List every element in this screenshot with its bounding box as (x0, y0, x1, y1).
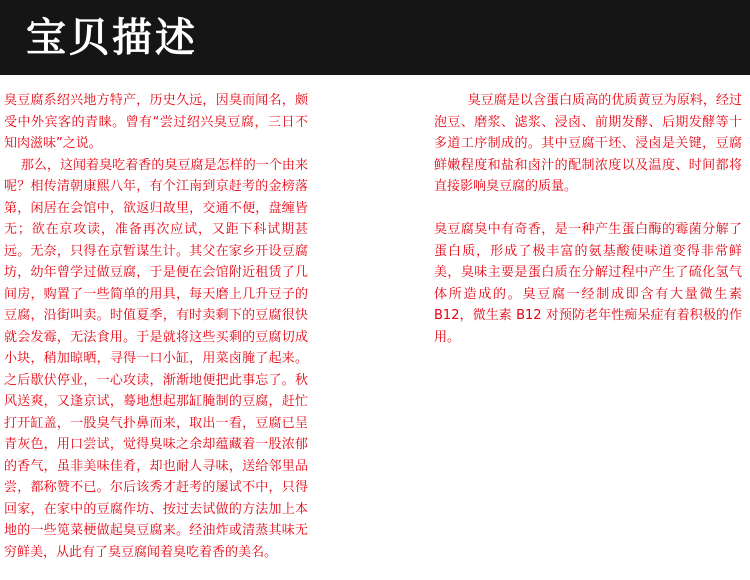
right-column (434, 90, 747, 348)
legend-story-paragraph: 那么，这闻着臭吃着香的臭豆腐是怎样的一个由来呢？相传清朝康熙八年，有个江南到京赶考的金榜落第，闲居在会馆中，欲返归故里，交通不便，盘缠皆无；欲在京攻读，准备再次应试，又距下科试期甚远。无奈，只得在京暂谋生计。其父在家乡开设豆腐坊，幼年曾学过做豆腐，于是便在会馆附近租赁了几间房，购置了一些简单的用具，每天磨上几升豆子的豆腐，沿街叫卖。时值夏季，有时卖剩下的豆腐很快就会发霉，无法食用。于是就将这些买剩的豆腐切成小块，稍加晾晒，寻得一口小缸，用菜卤腌了起来。之后歇伏停业，一心攻读，渐渐地便把此事忘了。秋风送爽，又逢京试，蓦地想起那缸腌制的豆腐，赶忙打开缸盖，一股臭气扑鼻而来，取出一看，豆腐已呈青灰色，用口尝试，觉得臭味之余却蕴藏着一股浓郁的香气，虽非美味佳肴，却也耐人寻味，送给邻里品尝，都称赞不已。尔后该秀才赶考的屡试不中，只得回家，在家中的豆腐作坊、按过去试做的方法加上本地的一些笕菜梗做起臭豆腐来。经油炸或清蒸其味无穷鲜美，从此有了臭豆腐闻着臭吃着香的美名。 (4, 157, 308, 560)
history-intro-paragraph: 臭豆腐系绍兴地方特产，历史久远，因臭而闻名，颇受中外宾客的青睐。曾有“尝过绍兴臭豆腐，三日不知肉滋味”之说。 (4, 93, 308, 151)
left-column (4, 90, 308, 563)
page-title: 宝贝描述 (26, 15, 198, 61)
nutrition-paragraph: 臭豆腐臭中有奇香，是一种产生蛋白酶的霉菌分解了蛋白质，形成了极丰富的氨基酸使味道变得非常鲜美，臭味主要是蛋白质在分解过程中产生了硫化氢气体所造成的。臭豆腐一经制成即含有大量微生素 B12，微生素 B12 对预防老年性痴呆症有着积极的作用。 (434, 222, 747, 345)
production-process-paragraph: 臭豆腐是以含蛋白质高的优质黄豆为原料，经过泡豆、磨浆、滤浆、浸卤、前期发酵、后期发酵等十多道工序制成的。其中豆腐干坯、浸卤是关键，豆腐鲜嫩程度和盐和卤汁的配制浓度以及温度、时间都将直接影响臭豆腐的质量。 (434, 93, 742, 194)
paragraph-spacer (434, 198, 742, 220)
header-bar (0, 0, 750, 75)
